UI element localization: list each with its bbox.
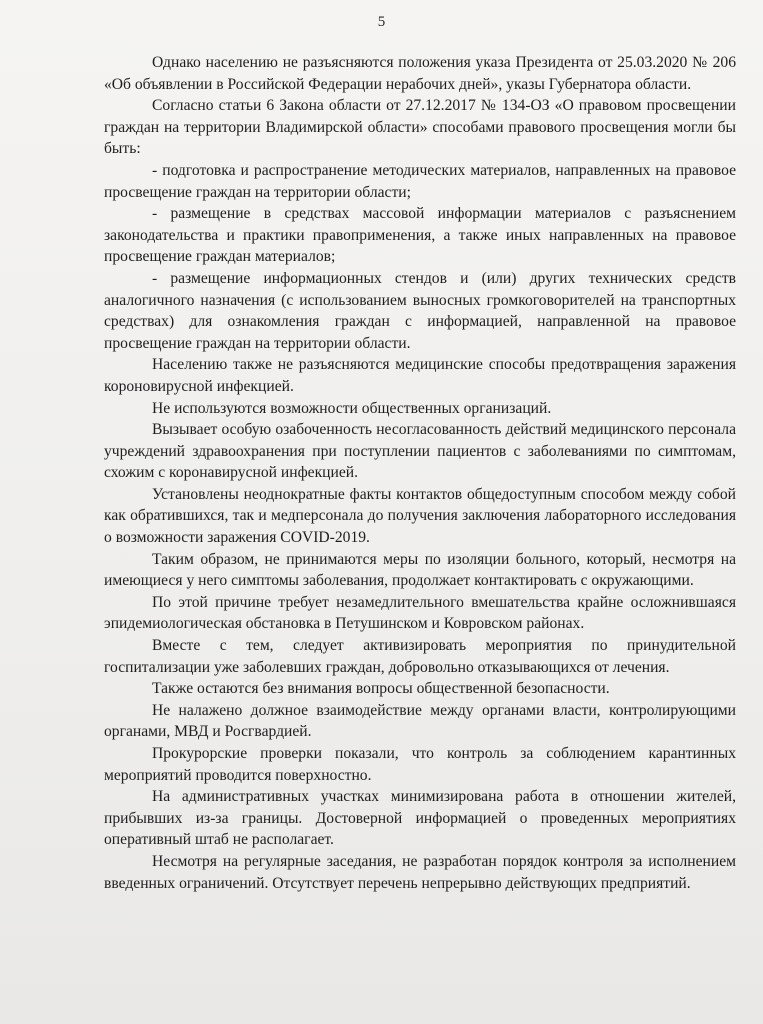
paragraph-prosecutor-checks: Прокурорские проверки показали, что контроль за соблюдением карантинных мероприятий проводится поверхностно. xyxy=(104,745,736,784)
paragraph-law-article-6: Согласно статьи 6 Закона области от 27.12.2017 № 134-ОЗ «О правовом просвещении граждан на территории Владимирской области» способами правового просвещения могли бы быть: xyxy=(104,97,736,158)
list-item-info-stands: - размещение информационных стендов и (или) других технических средств аналогичного назначения (с использованием выносных громкоговорителей на транспортных средствах) для ознакомления граждан с информацией, направленной на правовое просвещение граждан на территории области. xyxy=(104,269,736,352)
paragraph-public-organizations: Не используются возможности общественных организаций. xyxy=(152,399,552,417)
list-item-methodical-materials: - подготовка и распространение методических материалов, направленных на правовое просвещение граждан на территории области; xyxy=(104,161,736,201)
paragraph-control-procedure: Несмотря на регулярные заседания, не разработан порядок контроля за исполнением введенных ограничений. Отсутствует перечень непрерывно действующих предприятий. xyxy=(104,852,736,892)
paragraph-public-safety: Также остаются без внимания вопросы общественной безопасности. xyxy=(152,680,610,698)
paragraph-administrative-areas: На административных участках минимизирована работа в отношении жителей, прибывших из-за границы. Достоверной информацией о проведенных мероприятиях оперативный штаб не располагает. xyxy=(104,788,736,849)
paragraph-medical-staff-concern: Вызывает особую озабоченность несогласованность действий медицинского персонала учреждений здравоохранения при поступлении пациентов с заболеваниями по симптомам, схожим с коронавирусной инфекцией. xyxy=(104,421,736,482)
list-item-mass-media: - размещение в средствах массовой информации материалов с разъяснением законодательства и практики правоприменения, а также иных направленных на правовое просвещение граждан материалов; xyxy=(104,205,736,266)
paragraph-decree-not-explained: Однако населению не разъясняются положения указа Президента от 25.03.2020 № 206 «Об объявлении в Российской Федерации нерабочих дней», указы Губернатора области. xyxy=(104,54,736,93)
paragraph-hospitalization: Вместе с тем, следует активизировать мероприятия по принудительной госпитализации уже заболевших граждан, добровольно отказывающихся от лечения. xyxy=(104,637,736,676)
paragraph-contact-facts: Установлены неоднократные факты контактов общедоступным способом между собой как обратившихся, так и медперсонала до получения заключения лабораторного исследования о возможности заражения COVID-2019. xyxy=(104,485,736,547)
paragraph-medical-methods: Населению также не разъясняются медицинские способы предотвращения заражения короновирусной инфекцией. xyxy=(104,356,736,395)
paragraph-interaction: Не налажено должное взаимодействие между органами власти, контролирующими органами, МВД и Росгвардией. xyxy=(104,701,736,741)
page-number: 5 xyxy=(377,14,386,30)
paragraph-epidemiological-situation: По этой причине требует незамедлительного вмешательства крайне осложнившаяся эпидемиологическая обстановка в Петушинском и Ковровском районах. xyxy=(104,593,736,633)
document-body xyxy=(104,52,736,894)
paragraph-isolation: Таким образом, не принимаются меры по изоляции больного, который, несмотря на имеющиеся у него симптомы заболевания, продолжает контактировать с окружающими. xyxy=(104,550,736,590)
